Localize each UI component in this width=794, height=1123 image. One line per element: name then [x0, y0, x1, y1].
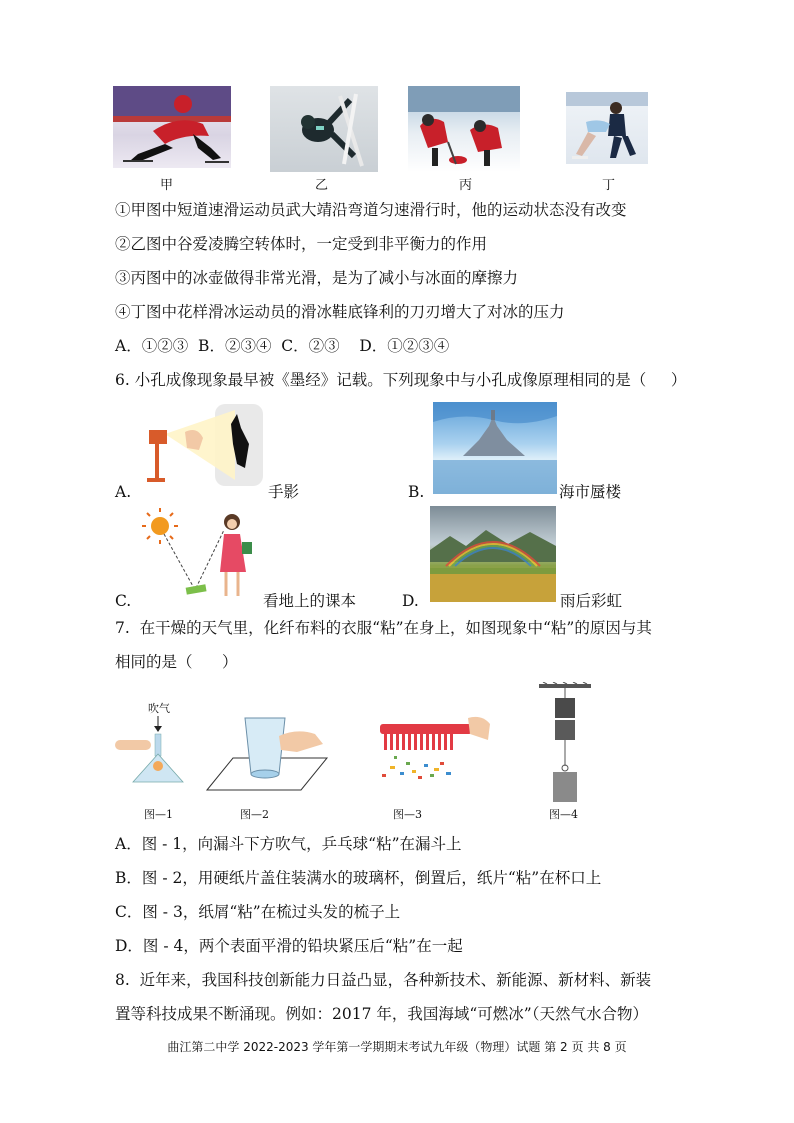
q6-option-c-caption: 看地上的课本: [263, 592, 357, 610]
image-hand-shadow: [145, 404, 263, 486]
q6-option-d-caption: 雨后彩虹: [560, 592, 623, 610]
q7-option-c: C．图 - 3，纸屑“粘”在梳过头发的梳子上: [115, 903, 401, 921]
image-jia-speed-skater: [113, 86, 231, 168]
image-mirage: [433, 402, 557, 494]
q7-option-d: D．图 - 4，两个表面平滑的铅块紧压后“粘”在一起: [115, 937, 463, 955]
figure-4-lead-blocks: [535, 682, 595, 804]
q5-options: A．①②③ B．②③④ C．②③ D．①②③④: [115, 337, 450, 355]
figure-1-funnel: [115, 716, 203, 788]
q6-option-d-letter: D.: [402, 592, 419, 610]
figure-2-label: 图—2: [240, 808, 269, 821]
q7-option-a: A．图 - 1，向漏斗下方吹气，乒乓球“粘”在漏斗上: [115, 835, 462, 853]
q7-stem-line1: 7. 在干燥的天气里，化纤布料的衣服“粘”在身上，如图现象中“粘”的原因与其: [115, 619, 652, 637]
q6-option-b-letter: B.: [408, 483, 425, 501]
q6-stem: 6. 小孔成像现象最早被《墨经》记载。下列现象中与小孔成像原理相同的是（ ）: [115, 371, 687, 389]
q5-statement-3: ③丙图中的冰壶做得非常光滑，是为了减小与冰面的摩擦力: [115, 269, 519, 287]
label-ding: 丁: [602, 178, 616, 193]
image-yi-freestyle-skier: [270, 86, 378, 172]
figure-1-label: 图—1: [144, 808, 173, 821]
q5-statement-1: ①甲图中短道速滑运动员武大靖沿弯道匀速滑行时，他的运动状态没有改变: [115, 201, 627, 219]
label-bing: 丙: [459, 178, 473, 193]
q7-stem-line2: 相同的是（ ）: [115, 653, 238, 671]
image-bing-curling: [408, 86, 520, 172]
q7-option-b: B．图 - 2，用硬纸片盖住装满水的玻璃杯，倒置后，纸片“粘”在杯口上: [115, 869, 602, 887]
image-look-at-textbook: [140, 508, 262, 602]
page-footer: 曲江第二中学 2022-2023 学年第一学期期末考试九年级（物理）试题 第 2 页 共 8 页: [167, 1040, 627, 1054]
image-ding-figure-skaters: [566, 92, 648, 164]
q8-line1: 8. 近年来，我国科技创新能力日益凸显，各种新技术、新能源、新材料、新装: [115, 971, 652, 989]
q6-option-b-caption: 海市蜃楼: [559, 483, 622, 501]
q6-option-a-caption: 手影: [268, 483, 300, 501]
figure-3-comb-paper-scraps: [360, 710, 490, 790]
q8-line2: 置等科技成果不断涌现。例如：2017 年，我国海域“可燃冰”（天然气水合物）: [115, 1005, 648, 1023]
figure-4-label: 图—4: [549, 808, 578, 821]
q6-option-c-letter: C.: [115, 592, 132, 610]
q5-statement-2: ②乙图中谷爱凌腾空转体时，一定受到非平衡力的作用: [115, 235, 488, 253]
q5-statement-4: ④丁图中花样滑冰运动员的滑冰鞋底锋利的刀刃增大了对冰的压力: [115, 303, 565, 321]
figure-2-inverted-cup: [205, 712, 330, 794]
label-jia: 甲: [160, 178, 174, 193]
figure-3-label: 图—3: [393, 808, 422, 821]
q6-option-a-letter: A.: [115, 483, 132, 501]
image-rainbow: [430, 506, 556, 602]
label-yi: 乙: [315, 178, 329, 193]
blow-air-label: 吹气: [148, 702, 170, 715]
